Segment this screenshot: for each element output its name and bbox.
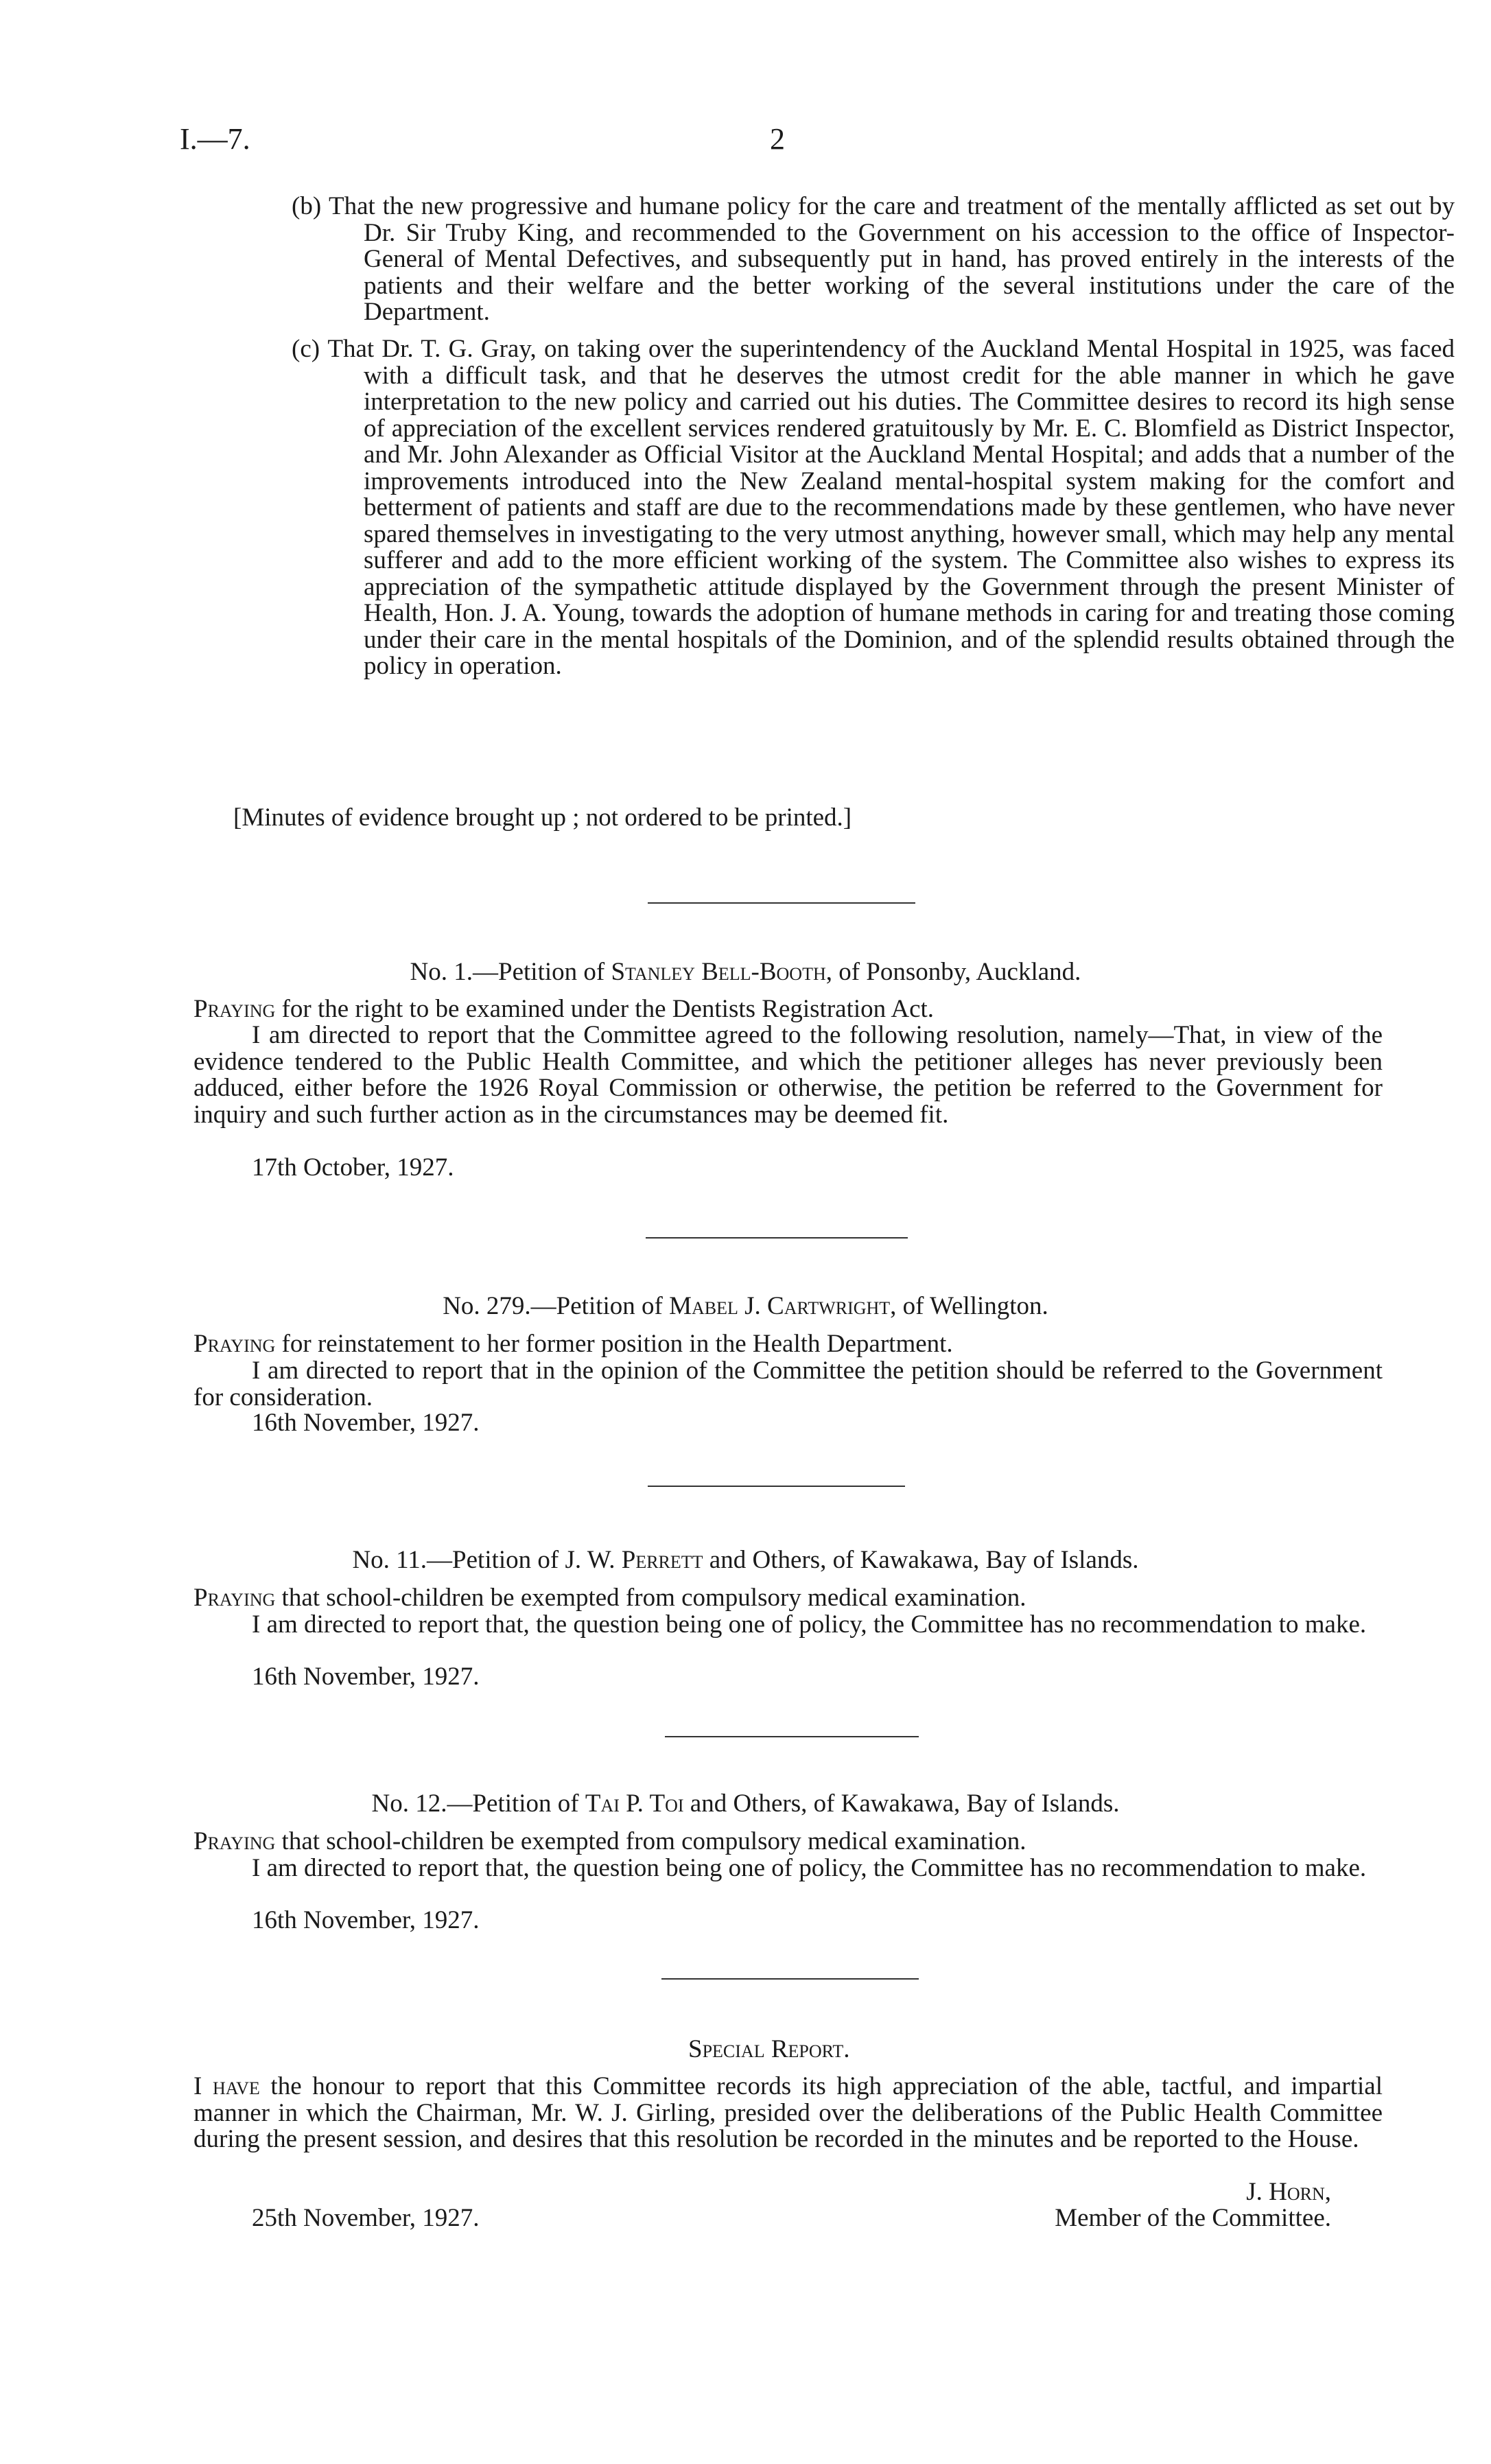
petition-4-report: I am directed to report that, the question being one of policy, the Committee has no recommendation to make. <box>252 1854 1367 1882</box>
petition-3-praying-text: that school-children be exempted from compulsory medical examination. <box>275 1584 1026 1612</box>
section-divider <box>661 1978 919 1980</box>
section-divider <box>648 1486 905 1487</box>
petition-3-report: I am directed to report that, the question being one of policy, the Committee has no recommendation to make. <box>252 1610 1367 1639</box>
finding-c-label: (c) <box>292 335 320 363</box>
petition-2-date: 16th November, 1927. <box>252 1409 480 1437</box>
petition-1-date: 17th October, 1927. <box>252 1153 454 1182</box>
petition-4-praying-word: Praying <box>193 1827 276 1855</box>
petition-4-praying <box>193 1829 1383 1855</box>
petition-1-praying <box>193 996 1383 1023</box>
petition-1-title <box>0 959 1491 986</box>
petition-1-title-prefix: No. 1.—Petition of <box>410 958 611 986</box>
petition-3-praying <box>193 1585 1383 1612</box>
document-reference: I.—7. <box>180 122 250 156</box>
petition-2-title-suffix: , of Wellington. <box>890 1292 1048 1320</box>
special-report-opening: I have <box>193 2072 260 2100</box>
petition-4-title <box>0 1791 1491 1818</box>
special-report-text <box>193 2074 1383 2153</box>
petition-2-praying-word: Praying <box>193 1330 276 1358</box>
section-divider <box>648 902 915 904</box>
finding-c <box>292 336 1455 680</box>
petition-4-title-suffix: and Others, of Kawakawa, Bay of Islands. <box>683 1790 1120 1818</box>
finding-c-text: That Dr. T. G. Gray, on taking over the superintendency of the Auckland Mental Hospital in 1925, was faced with a difficult task, and that he deserves the utmost credit for the able manner in which he gave interpretation to the new policy and carried out his duties. The Committee desires to record its high sense of appreciation of the excellent services rendered gratuitously by Mr. E. C. Blomfield as District Inspector, and Mr. John Alexander as Official Visitor at the Auckland Mental Hospital; and adds that a number of the improvements introduced into the New Zealand mental-hospital system making for the comfort and betterment of patients and staff are due to the recommendations made by these gentlemen, who have never spared themselves in investigating to the very utmost anything, however small, which may help any mental sufferer and add to the more efficient working of the system. The Committee also wishes to express its appreciation of the sympathetic attitude displayed by the Government through the present Minister of Health, Hon. J. A. Young, towards the adoption of humane methods in caring for and treating those coming under their care in the mental hospitals of the Dominion, and of the splendid results obtained through the policy in operation. <box>327 335 1455 680</box>
petition-3-title <box>0 1547 1491 1574</box>
page-number: 2 <box>770 122 785 156</box>
petition-3-petitioner: Perrett <box>621 1546 703 1574</box>
petition-3-date: 16th November, 1927. <box>252 1663 480 1691</box>
petition-3-title-suffix: and Others, of Kawakawa, Bay of Islands. <box>703 1546 1139 1574</box>
minutes-note: [Minutes of evidence brought up ; not ordered to be printed.] <box>233 803 852 832</box>
petition-2-petitioner: Mabel J. Cartwright <box>669 1292 891 1320</box>
signer-name: J. Horn, <box>1246 2178 1331 2206</box>
petition-2-report: I am directed to report that in the opinion of the Committee the petition should be referred to the Government for consideration. <box>193 1357 1383 1411</box>
petition-3-praying-word: Praying <box>193 1584 276 1612</box>
petition-1-title-suffix: , of Ponsonby, Auckland. <box>825 958 1081 986</box>
finding-b-text: That the new progressive and humane policy for the care and treatment of the mentally afflicted as set out by Dr. Sir Truby King, and recommended to the Government on his accession to the office of Inspector-General of Mental Defectives, and subsequently put in hand, has proved entirely in the interests of the patients and their welfare and the better working of the several institutions under the care of the Department. <box>328 192 1455 326</box>
petition-2-title <box>0 1293 1491 1320</box>
petition-4-title-prefix: No. 12.—Petition of <box>371 1790 585 1818</box>
petition-1-petitioner: Stanley Bell-Booth <box>611 958 826 986</box>
section-divider <box>665 1736 919 1737</box>
petition-1-praying-text: for the right to be examined under the Dentists Registration Act. <box>275 995 935 1023</box>
petition-1-report: I am directed to report that the Committee agreed to the following resolution, namely—That, in view of the evidence tendered to the Public Health Committee, and which the petitioner alleges has never previously been adduced, either before the 1926 Royal Commission or otherwise, the petition be referred to the Government for inquiry and such further action as in the circumstances may be deemed fit. <box>193 1021 1383 1129</box>
petition-4-praying-text: that school-children be exempted from compulsory medical examination. <box>275 1827 1026 1855</box>
special-report-date: 25th November, 1927. <box>252 2204 480 2232</box>
petition-2-title-prefix: No. 279.—Petition of <box>443 1292 670 1320</box>
petition-1-praying-word: Praying <box>193 995 276 1023</box>
signer-role: Member of the Committee. <box>1055 2204 1331 2232</box>
petition-2-praying <box>193 1331 1383 1358</box>
section-divider <box>646 1237 908 1239</box>
petition-2-praying-text: for reinstatement to her former position in the Health Department. <box>275 1330 953 1358</box>
petition-4-petitioner: Tai P. Toi <box>585 1790 684 1818</box>
petition-3-title-prefix: No. 11.—Petition of J. W. <box>352 1546 622 1574</box>
finding-b-label: (b) <box>292 192 322 220</box>
special-report-title: Special Report. <box>688 2035 850 2063</box>
special-report-body: the honour to report that this Committee records its high appreciation of the able, tactful, and impartial manner in which the Chairman, Mr. W. J. Girling, presided over the deliberations of the Public Health Committee during the present session, and desires that this resolution be recorded in the minutes and be reported to the House. <box>193 2072 1383 2153</box>
finding-b <box>292 193 1455 326</box>
petition-4-date: 16th November, 1927. <box>252 1906 480 1934</box>
